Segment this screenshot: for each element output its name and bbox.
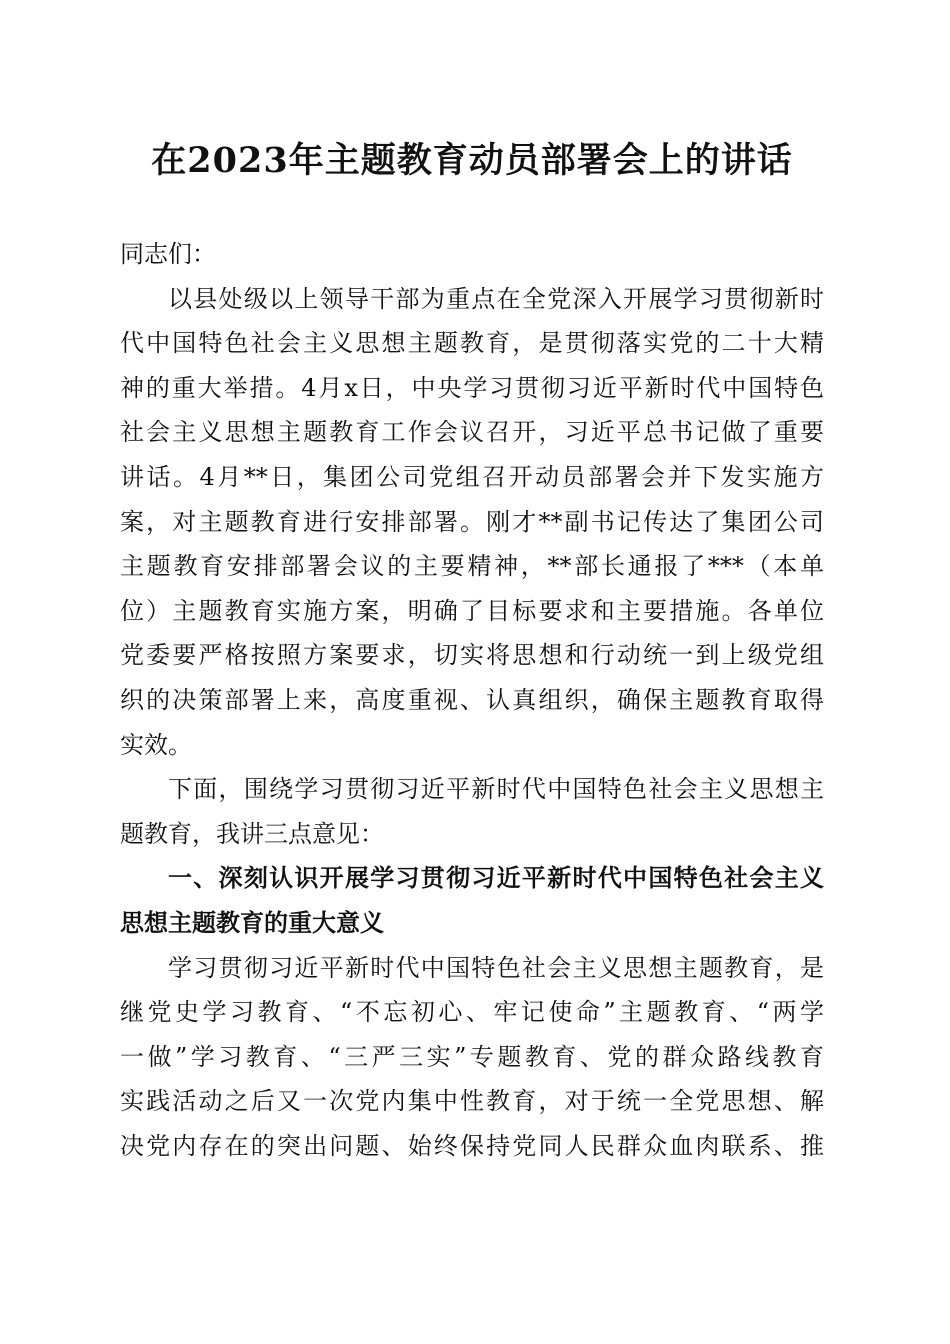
paragraph-outline (120, 767, 824, 856)
document-page (120, 138, 824, 1168)
heading-line: 一、深刻认识开展学习贯彻习近平新时代中国特色社会主义 (168, 864, 824, 893)
document-title: 在2023年主题教育动员部署会上的讲话 (151, 140, 793, 181)
text-line: 代中国特色社会主义思想主题教育，是贯彻落实党的二十大精 (120, 329, 824, 358)
text-line: 继党史学习教育、“不忘初心、牢记使命”主题教育、“两学 (120, 998, 824, 1027)
text-line: 主题教育安排部署会议的主要精神，**部长通报了***（本单 (120, 552, 824, 581)
section-heading-1 (120, 856, 824, 945)
text-line: 一做”学习教育、“三严三实”专题教育、党的群众路线教育 (120, 1042, 824, 1071)
text-line: 决党内存在的突出问题、始终保持党同人民群众血肉联系、推 (120, 1131, 824, 1160)
text-line: 党委要严格按照方案要求，切实将思想和行动统一到上级党组 (120, 641, 824, 670)
text-line: 实践活动之后又一次党内集中性教育，对于统一全党思想、解 (120, 1087, 824, 1116)
heading-line: 思想主题教育的重大意义 (120, 908, 384, 937)
text-line: 位）主题教育实施方案，明确了目标要求和主要措施。各单位 (120, 596, 824, 625)
text-line: 社会主义思想主题教育工作会议召开，习近平总书记做了重要 (120, 418, 824, 447)
text-line: 织的决策部署上来，高度重视、认真组织，确保主题教育取得 (120, 685, 824, 714)
text-line: 以县处级以上领导干部为重点在全党深入开展学习贯彻新时 (168, 284, 824, 313)
text-line: 案，对主题教育进行安排部署。刚才**副书记传达了集团公司 (120, 507, 824, 536)
paragraph-significance (120, 946, 824, 1169)
paragraph-intro (120, 277, 824, 768)
text-line: 学习贯彻习近平新时代中国特色社会主义思想主题教育，是 (168, 953, 824, 982)
text-line: 题教育，我讲三点意见： (120, 819, 384, 848)
text-line: 实效。 (120, 730, 192, 759)
text-line: 下面，围绕学习贯彻习近平新时代中国特色社会主义思想主 (168, 775, 824, 804)
text-line: 神的重大举措。4月x日，中央学习贯彻习近平新时代中国特色 (120, 373, 824, 402)
salutation: 同志们： (120, 240, 216, 268)
text-line: 讲话。4月**日，集团公司党组召开动员部署会并下发实施方 (120, 462, 824, 491)
